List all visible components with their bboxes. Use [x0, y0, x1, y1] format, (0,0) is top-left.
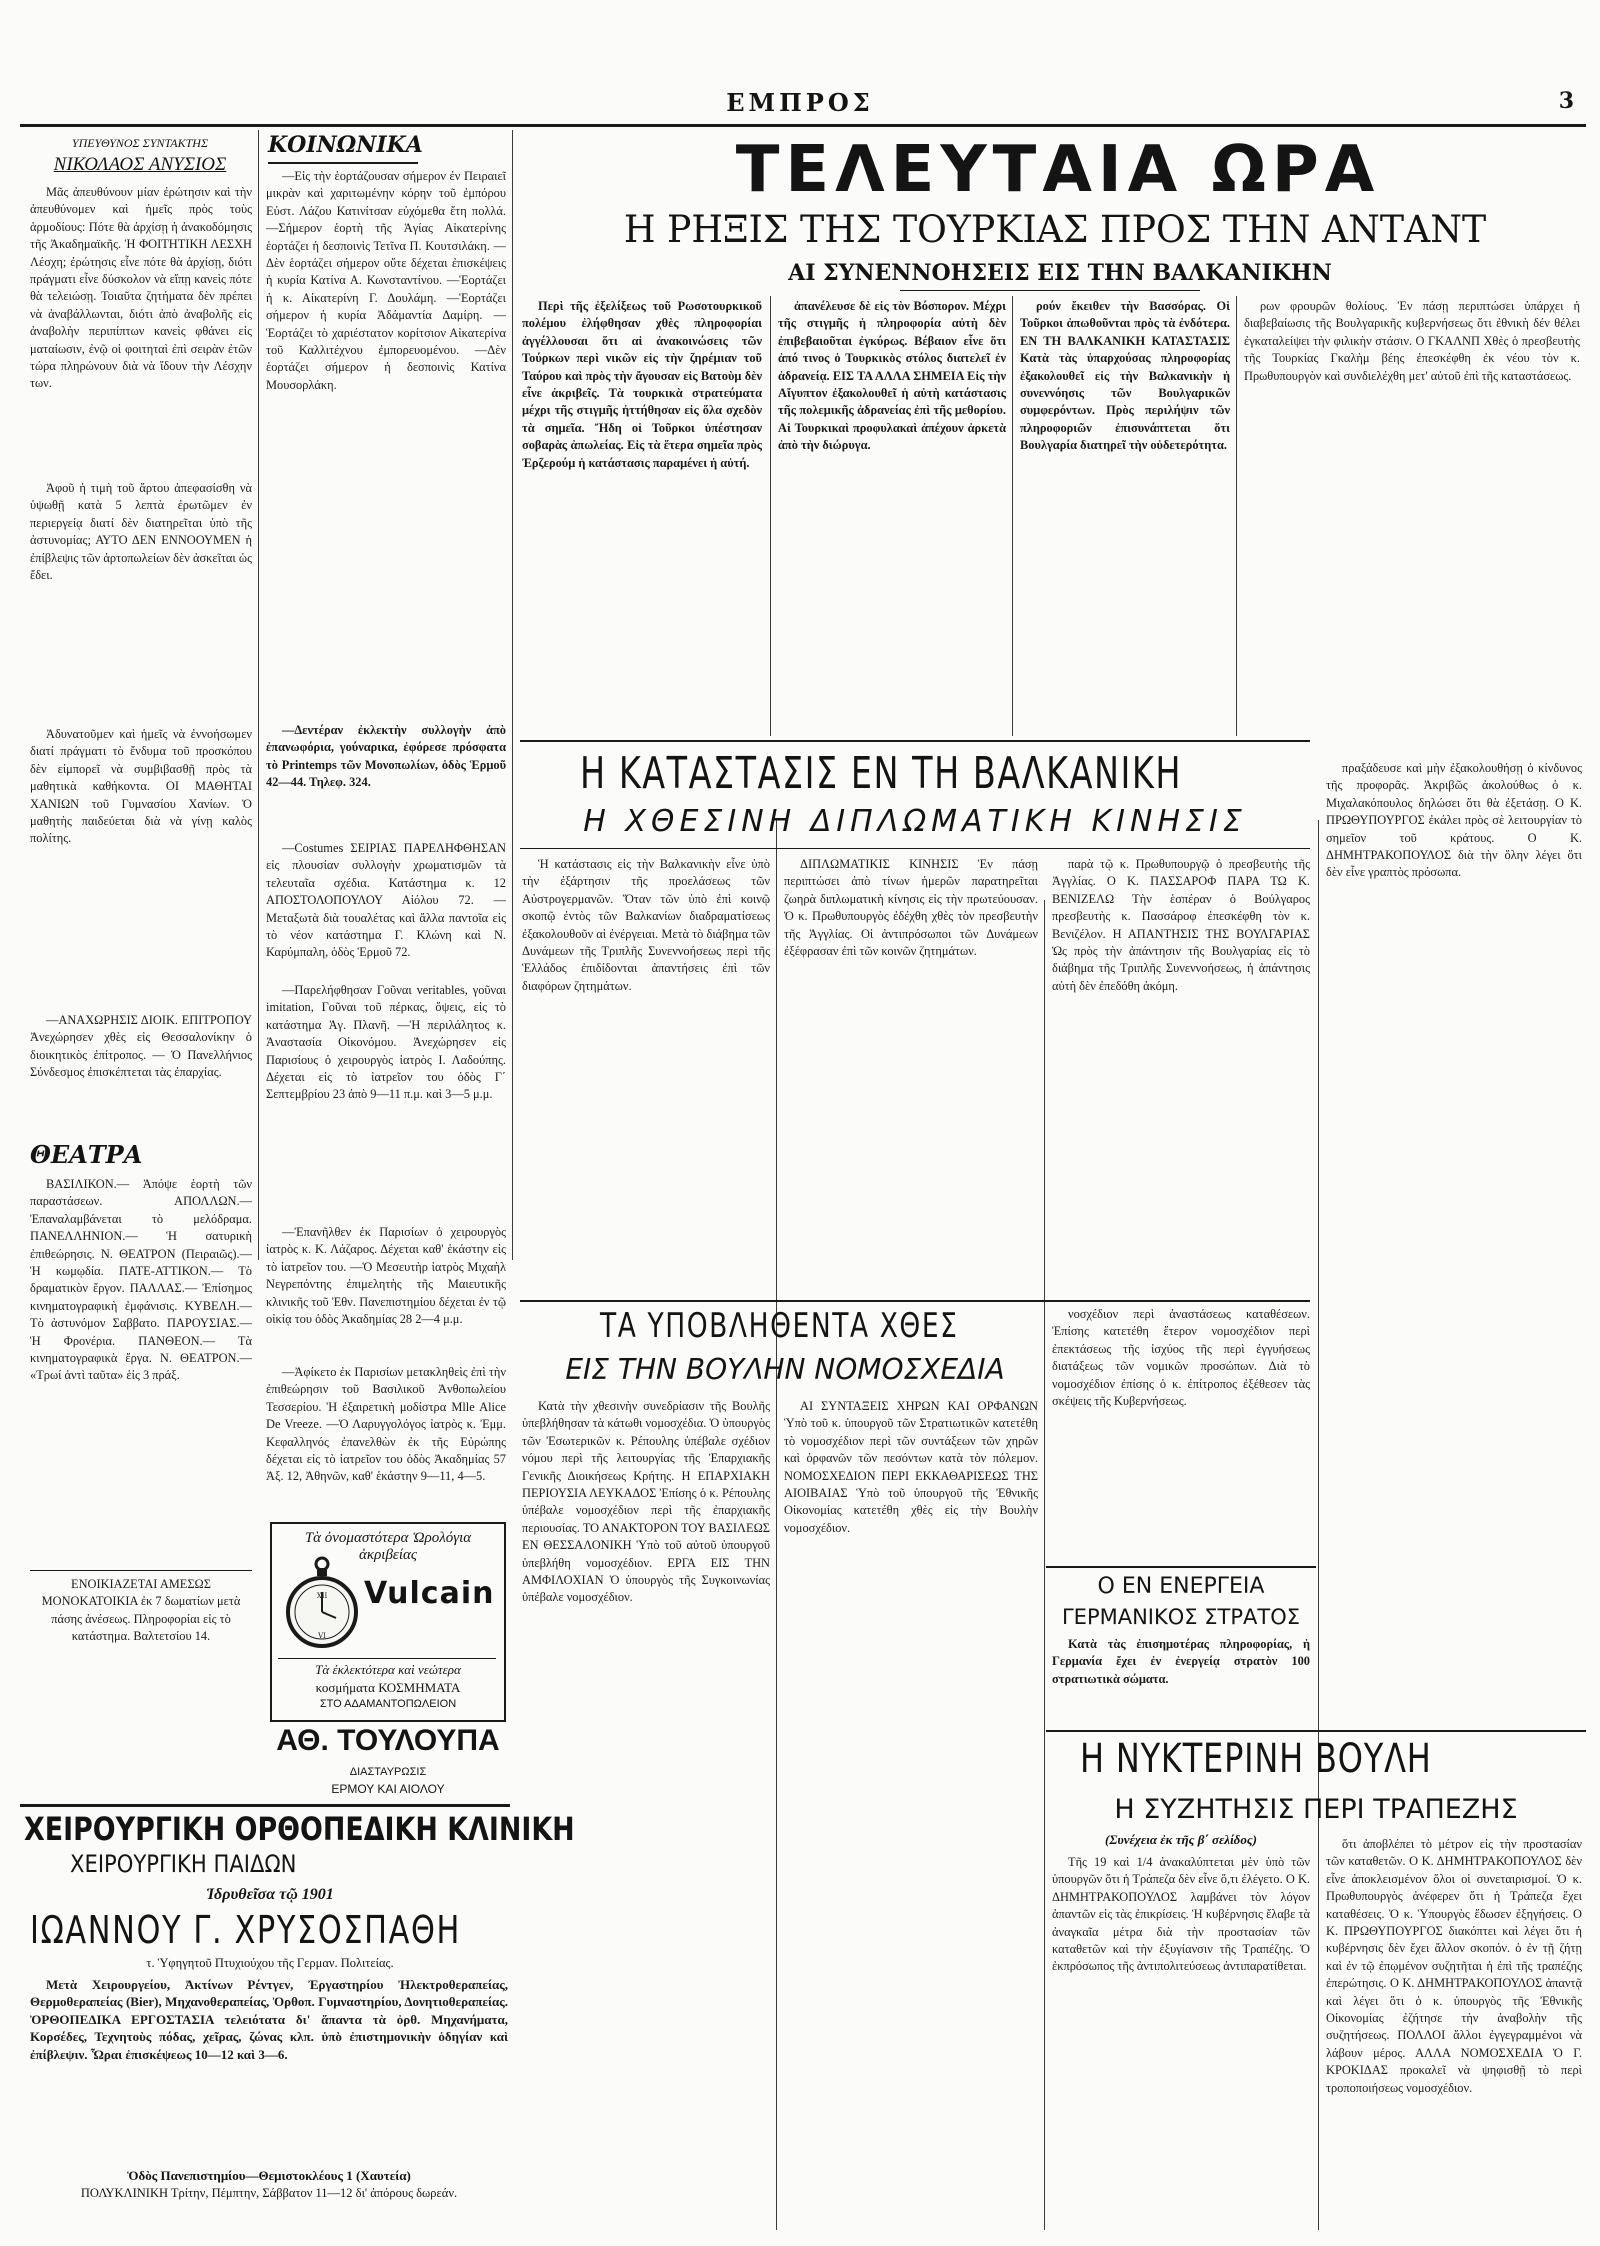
section-rule — [520, 848, 1310, 849]
page-number: 3 — [1558, 88, 1578, 114]
theatre-listings: ΒΑΣΙΛΙΚΟΝ.— Ἀπόψε ἑορτὴ τῶν παραστάσεων. ΑΠΟΛΛΩΝ.— Ἐπαναλαμβάνεται τὸ μελόδραμα. ΠΑΝΕΛΛΗΝΙΟΝ.— Ἡ σατυρικὴ ἐπιθεώρησις. Ν. ΘΕΑΤΡΟΝ (Πειραιῶς).— Ἡ κωμῳδία. ΠΑΤΕ-ΑΤΤΙΚΟΝ.— Τὸ δραματικὸν ἔργον. ΠΑΛΛΑΣ.— Ἐπίσημος κινηματογραφικὴ ἐμφάνισις. ΚΥΒΕΛΗ.— Τὸ ἀστυνόμον Σαββατο. ΠΑΡΟΥΣΙΑΣ.— Ἡ Φρονέρια. ΠΑΝΘΕΟΝ.— Τὰ κινηματογραφικὰ ἔργα. Ν. ΘΕΑΤΡΟΝ.— «Τρωί ἀντὶ ταῦτα» ἑἰς 3 πράξ. — [30, 1177, 252, 1383]
editor-name: ΝΙΚΟΛΑΟΣ ΑΝΥΣΙΟΣ — [53, 154, 227, 175]
section-rule — [1046, 1566, 1316, 1568]
german-head: Ο ΕΝ ΕΝΕΡΓΕΙΑ — [1097, 1574, 1265, 1599]
balkan-article: ΔΙΠΛΩΜΑΤΙΚΙΣ ΚΙΝΗΣΙΣ Ἐν πάσῃ περιπτώσει ἀπὸ τίνων ἡμερῶν παρατηρεῖται ζωηρὰ διπλωματικὴ κίνησις εἰς τὴν πρωτεύουσαν. Ὁ κ. Πρωθυπουργὸς ἐδέχθη χθὲς τὸν πρεσβευτὴν τῆς Ἀγγλίας. Οἱ ἀντιπρόσωποι τῶν Δυνάμεων ἐξέφρασαν ἐπὶ τῶν κοινῶν ζητημάτων. — [784, 857, 1038, 959]
main-article: ρων φρουρῶν θολίους. Ἐν πάσῃ περιπτώσει ὑπάρχει ἡ διαβεβαίωσις τῆς Βουλγαρικῆς κυβερνήσεως ὅτι ἐθνικὴ δέν θέλει ἐγκαταλείψει τὴν φιλικὴν στάσιν. Ο ΓΚΑΛΝΠ Χθὲς ὁ πρεσβευτὴς τῆς Τουρκίας Γκαλὴμ βέης ἐπεσκέφθη ἐκ νέου τὸν κ. Πρωθυπουργὸν καὶ συνδιελέχθη μετ' αὐτοῦ ἐπὶ τῆς καταστάσεως. — [1244, 299, 1580, 383]
balkan-article: πραξάδευσε καὶ μὴν ἐξακολουθήσῃ ὁ κίνδυνος τῆς προφορᾶς. Ἀκριβῶς ἀκολούθως ὁ κ. Μιχαλακόπουλος δηλώσει ὅτι θὰ ἐξετάσῃ. Ο Κ. ΠΡΩΘΥΠΟΥΡΓΟΣ ἐκάλει πρὸς σὲ λειτουργίαν τὸ σημεῖον τοῦ κράτους. Ο Κ. ΔΗΜΗΤΡΑΚΟΠΟΥΛΟΣ διὰ τὴν ὅλην λέγει ὅτι δὲν εἶνε γραπτὸς πρόσωπα. — [1326, 761, 1582, 880]
section-rule — [520, 740, 1310, 742]
clinic-services: Μετὰ Χειρουργείου, Ἀκτίνων Ρέντγεν, Ἐργαστηρίου Ἠλεκτροθεραπείας, Θερμοθεραπείας (Bier), Μηχανοθεραπείας, Ὀρθοπ. Γυμναστηρίου, Δονητιοθεραπείας. ὈΡΘΟΠΕΔΙΚΑ ΕΡΓΟΣΤΑΣΙΑ τελειότατα δι' ἅπαντα τὰ ὀρθ. Μηχανήματα, Κορσέδες, Τεχνητοὺς πόδας, χεῖρας, ζώνας κλπ. ὑπὸ ἐπιστημονικὴν ὁδηγίαν καὶ ἐπίβλεψιν. Ὧραι ἐπισκέψεως 10—12 καὶ 3—6. — [30, 1977, 508, 2062]
main-headline: Η ΡΗΞΙΣ ΤΗΣ ΤΟΥΡΚΙΑΣ ΠΡΟΣ ΤΗΝ ΑΝΤΑΝΤ — [623, 208, 1487, 251]
social-notes: —Costumes ΣΕΙΡΙΑΣ ΠΑΡΕΛΗΦΘΗΣΑΝ εἰς πλουσίαν συλλογὴν χρωματισμῶν τὰ τελευταῖα σχέδια. Κατάστημα κ. 12 ΑΠΟΣΤΟΛΟΠΟΥΛΟΥ Αἰόλου 72. —Μεταξωτὰ διὰ τουαλέτας καὶ ἄλλα παντοῖα εἰς τὸ νέον κατάστημα Γ. Κλώνη καὶ Ν. Καρύμπαλη, ὁδὸς Ἑρμοῦ 72. — [266, 841, 506, 960]
main-article: Περὶ τῆς ἐξελίξεως τοῦ Ρωσοτουρκικοῦ πολέμου ἐλήφθησαν χθὲς πληροφορίαι ἀγγέλλουσαι ὅτι αἱ ἀνακοινώσεις τῶν Τούρκων περὶ νικῶν εἰς τὴν ζηρέμιαν τοῦ Ταύρου καὶ πρὸς τὴν ἄγουσαν εἰς Βατοὺμ δὲν εἶνε ἀκριβεῖς. Τὰ τουρκικὰ στρατεύματα μέχρι τῆς στιγμῆς ἠττήθησαν εἰς ὅλα σχεδὸν τὰ σημεῖα. Ἤδη οἱ Τοῦρκοι ὑπέστησαν σοβαρὰς ἀπωλείας. Εἰς τὰ ἕτερα σημεῖα πρὸς Ἐρζερούμ ἡ κατάστασις παραμένει ἡ αὐτή. — [522, 299, 762, 470]
vulcain-ad — [270, 1522, 506, 1722]
social-notes: —Εἰς τὴν ἑορτάζουσαν σήμερον ἐν Πειραιεῖ μικρὰν καὶ χαριτωμένην κόρην τοῦ ἐμπόρου Εὐστ. Λάζου Κατινίτσαν εὐχόμεθα ἔτη πολλά. —Σήμερον ἑορτὴ τῆς Ἁγίας Αἰκατερίνης ἑορτάζει ἡ δεσποινὶς Τετῖνα Π. Κουτσιλάκη. —Δὲν ἑορτάζει σήμερον οὔτε δέχεται ἐπισκέψεις ἡ κυρία Κατίνα Α. Κωνσταντίνου. —Ἑορτάζει ἡ κ. Αἰκατερίνη Γ. Δουλάμη. —Ἑορτάζει σήμερον ἡ κυρία Ἀδάμαντία Δαμίρη. —Ἑορτάζει τὸ χαριέστατον κορίτσιον Αἰκατερίνα τοῦ Καλλιτέχνου ἐμπορευομένου. —Δὲν ἑορτάζει σήμερον ἡ δεσποινὶς Κατίνα Μουσορλάκη. — [266, 169, 506, 392]
vulcain-text: Τὰ ἐκλεκτότερα καὶ νεώτερα — [315, 1662, 461, 1677]
masthead-rule — [20, 124, 1586, 127]
clinic-hours: ΠΟΛΥΚΛΙΝΙΚΗ Τρίτην, Πέμπτην, Σάββατον 11—12 δι' ἀπόρους δωρεάν. — [80, 2186, 458, 2200]
column-article: Ἀδυνατοῦμεν καὶ ἡμεῖς νὰ ἐννοήσωμεν διατί πράγματι τὸ ἔνδυμα τοῦ προσκόπου δὲν εἰμπορεῖ νὰ συμβιβασθῇ πρὸς τὰ μαθητικὰ καθήκοντα. ΟΙ ΜΑΘΗΤΑΙ ΧΑΝΙΩΝ τοῦ Γυμνασίου Χανίων. Ὁ μαθητὴς παιδεύεται διὰ νὰ γίνῃ καλὸς πολίτης. — [30, 727, 252, 846]
column-divider — [258, 130, 259, 1260]
night-article: Τῆς 19 καὶ 1/4 ἀνακαλύπτεται μὲν ὑπὸ τῶν ὑπουργῶν ὅτι ἡ Τράπεζα δὲν εἶνε ὅ,τι ἐλέγετο. Ο Κ. ΔΗΜΗΤΡΑΚΟΠΟΥΛΟΣ λαμβάνει τὸν λόγον ἀπαντῶν εἰς τὰς ἐπικρίσεις. Ἡ κυβέρνησις ἔλαβε τὰ ἀναγκαῖα μέτρα διὰ τὴν προστασίαν τῶν καταθετῶν καὶ τὴν ἐξυγίανσιν τῆς Τραπέζης. Ὁ ἐκπρόσωπος τῆς ἀντιπολιτεύσεως ἀντιπαρατίθεται. — [1052, 1855, 1310, 1974]
social-notes: —Δεντέραν ἐκλεκτὴν συλλογὴν ἀπὸ ἐπανωφόρια, γούναρικα, ἐφόρεσε πρόσφατα τὸ Printemps τῶν Μονοπωλίων, ὁδὸς Ἑρμοῦ 42—44. Τηλεφ. 324. — [266, 723, 506, 790]
svg-text:XII: XII — [316, 1592, 328, 1600]
section-rule — [30, 1570, 252, 1571]
vulcain-text: ΣΤΟ ΑΔΑΜΑΝΤΟΠΩΛΕΙΟΝ — [319, 1698, 457, 1710]
theatre-heading: ΘΕΑΤΡΑ — [30, 1140, 143, 1169]
column-divider — [512, 130, 513, 1260]
section-rule — [900, 290, 1200, 291]
svg-text:VI: VI — [318, 1632, 326, 1640]
ad-rule — [20, 1804, 510, 1807]
balkan-banner: Η ΚΑΤΑΣΤΑΣΙΣ ΕΝ ΤΗ ΒΑΛΚΑΝΙΚΗ — [580, 748, 1183, 799]
night-article: ὅτι ἀποβλέπει τὸ μέτρον εἰς τὴν προστασίαν τῶν καταθετῶν. Ο Κ. ΔΗΜΗΤΡΑΚΟΠΟΥΛΟΣ δὲν εἶνε ἀποκλεισμένον ὅλοι οἱ συνεταιρισμοί. Ὁ κ. Πρωθυπουργὸς ἀνέφερεν ὅτι ἡ Τράπεζα ἔχει καταθέσεις. Ὁ κ. Ὑπουργὸς ἔδωσεν ἐξηγήσεις. Ο Κ. ΠΡΩΘΥΠΟΥΡΓΟΣ διακόπτει καὶ λέγει ὅτι ἡ κυβέρνησις δὲν ἔχει ἄλλον σκοπόν. ὁ ἐν τῇ ζήτῃ καὶ ἐν τῷ ἐπῳμένον συζητῆται ἡ ἐπὶ τῆς τραπέζης ἐπερώτησις. Ο Κ. ΔΗΜΗΤΡΑΚΟΠΟΥΛΟΣ ἀπαντᾷ καὶ λέγει ὅτι ὁ κ. ὑπουργὸς τῆς Ἐθνικῆς Οἰκονομίας ἐζήτησε τὴν ἀναβολὴν τῆς συζητήσεως. ΠΟΛΛΟΙ ἄλλοι ἐγγεγραμμένοι νὰ λάβουν μέρος. ΑΛΛΑ ΝΟΜΟΣΧΕΔΙΑ Ὁ Γ. ΚΡΟΚΙΔΑΣ προκαλεῖ νὰ ψηφισθῇ τὸ περὶ τροποποιήσεως νομοσχέδιον. — [1326, 1837, 1582, 2095]
ad-rule — [278, 1658, 496, 1659]
clinic-founded: Ἱδρυθεῖσα τῷ 1901 — [206, 1886, 334, 1903]
clinic-credentials: τ. Ὑφηγητοῦ Πτυχιούχου τῆς Γερμαν. Πολιτείας. — [146, 1956, 394, 1970]
column-article: —ΑΝΑΧΩΡΗΣΙΣ ΔΙΟΙΚ. ΕΠΙΤΡΟΠΟΥ Ἀνεχώρησεν χθὲς εἰς Θεσσαλονίκην ὁ διοικητικὸς ἐπίτροπος. — Ὁ Πανελλήνιος Σύνδεσμος ἐπισκέπτεται τὰς ἐπαρχίας. — [30, 1013, 252, 1080]
column-divider — [1012, 296, 1013, 736]
clinic-title: ΧΕΙΡΟΥΡΓΙΚΗ ΟΡΘΟΠΕΔΙΚΗ ΚΛΙΝΙΚΗ — [24, 1810, 575, 1848]
column-divider — [1318, 820, 1319, 2230]
balkan-headline: Η ΧΘΕΣΙΝΗ ΔΙΠΛΩΜΑΤΙΚΗ ΚΙΝΗΣΙΣ — [583, 804, 1247, 839]
column-article: Ἀφοῦ ἡ τιμὴ τοῦ ἄρτου ἀπεφασίσθη νὰ ὑψωθῇ κατὰ 5 λεπτὰ ἐρωτῶμεν ἐν περιεργείᾳ διατί δὲν διατηρεῖται ὑπὸ τῆς ἀστυνομίας; ΑΥΤΟ ΔΕΝ ΕΝΝΟΟΥΜΕΝ ἡ ἐπίβλεψις τῶν ἀρτοπωλείων δὲν ἀσκεῖται ὡς ἔδει. — [30, 481, 252, 583]
bills-banner: ΤΑ ΥΠΟΒΛΗΘΕΝΤΑ ΧΘΕΣ — [600, 1306, 959, 1346]
bills-article: Κατὰ τὴν χθεσινὴν συνεδρίασιν τῆς Βουλῆς ὑπεβλήθησαν τὰ κάτωθι νομοσχέδια. Ὁ ὑπουργὸς τῶν Ἐσωτερικῶν κ. Ρέπουλης ὑπέβαλε σχέδιον νόμου περὶ τῆς λειτουργίας τῆς Ἐπαρχιακῆς Γενικῆς Διοικήσεως Κρήτης. Η ΕΠΑΡΧΙΑΚΗ ΠΕΡΙΟΥΣΙΑ ΛΕΥΚΑΔΟΣ Ἐπίσης ὁ κ. Ρέπουλης ὑπέβαλε νομοσχέδιον περὶ τῆς ἐπαρχιακῆς περιουσίας. ΤΟ ΑΝΑΚΤΟΡΟΝ ΤΟΥ ΒΑΣΙΛΕΩΣ ΕΝ ΘΕΣΣΑΛΟΝΙΚΗ Ὑπὸ τοῦ αὐτοῦ ὑπουργοῦ ὑπεβλήθη νομοσχέδιον. ΕΡΓΑ ΕΙΣ ΤΗΝ ΑΜΦΙΛΟΧΙΑΝ Ὁ ὑπουργὸς τῆς Συγκοινωνίας ὑπέβαλε νομοσχέδιον. — [522, 1399, 770, 1605]
vulcain-brand: Vulcain — [364, 1576, 495, 1611]
german-head: ΓΕΡΜΑΝΙΚΟΣ ΣΤΡΑΤΟΣ — [1061, 1605, 1300, 1629]
clinic-address: Ὁδὸς Πανεπιστημίου—Θεμιστοκλέους 1 (Χαυτεία) — [127, 2168, 411, 2183]
pocket-watch-icon — [282, 1554, 362, 1654]
jeweller-name: ΑΘ. ΤΟΥΛΟΥΠΑ — [276, 1724, 500, 1757]
night-headline: Η ΣΥΖΗΤΗΣΙΣ ΠΕΡΙ ΤΡΑΠΕΖΗΣ — [1114, 1794, 1518, 1825]
bills-article: ΑΙ ΣΥΝΤΑΞΕΙΣ ΧΗΡΩΝ ΚΑΙ ΟΡΦΑΝΩΝ Ὑπὸ τοῦ κ. ὑπουργοῦ τῶν Στρατιωτικῶν κατετέθη τὸ νομοσχέδιον περὶ τῶν συντάξεων τῶν χηρῶν καὶ ὀρφανῶν τῶν πεσόντων κατὰ τὸν πόλεμον. ΝΟΜΟΣΧΕΔΙΟΝ ΠΕΡΙ ΕΚΚΑΘΑΡΙΣΕΩΣ ΤΗΣ ΑΙΟΙΒΑΙΑΣ Ὑπὸ τοῦ ὑπουργοῦ τῆς Ἐθνικῆς Οἰκονομίας κατετέθη χθὲς εἰς τὴν Βουλὴν νομοσχέδιον. — [784, 1399, 1038, 1535]
classified-ad: ΕΝΟΙΚΙΑΖΕΤΑΙ ΑΜΕΣΩΣ ΜΟΝΟΚΑΤΟΙΚΙΑ ἐκ 7 δωματίων μετὰ πάσης ἀνέσεως. Πληροφορίαι εἰς τὸ κατάστημα. Βαλτετσίου 14. — [41, 1577, 241, 1644]
german-article: Κατὰ τὰς ἐπισημοτέρας πληροφορίας, ἡ Γερμανία ἔχει ἐν ἐνεργείᾳ στρατὸν 100 στρατιωτικὰ σώματα. — [1052, 1637, 1310, 1686]
jeweller-address: ΔΙΑΣΤΑΥΡΩΣΙΣ — [349, 1766, 427, 1778]
column-divider — [776, 820, 777, 2230]
night-banner: Η ΝΥΚΤΕΡΙΝΗ ΒΟΥΛΗ — [1080, 1736, 1432, 1782]
bills-headline: ΕΙΣ ΤΗΝ ΒΟΥΛΗΝ ΝΟΜΟΣΧΕΔΙΑ — [565, 1353, 1005, 1386]
vulcain-slogan: Τὰ ὀνομαστότερα Ὡρολόγια ἀκριβείας — [304, 1530, 472, 1563]
night-kicker: (Συνέχεια ἐκ τῆς β΄ σελίδος) — [1105, 1832, 1257, 1847]
column-divider — [1044, 900, 1045, 2230]
balkan-article: Ἡ κατάστασις εἰς τὴν Βαλκανικὴν εἶνε ὑπὸ τὴν ἐξάρτησιν τῆς προελάσεως τῶν Αὐστρογερμανῶν. Ὅταν τῶν ὑπὸ ἐπὶ κοινῷ σκοπῷ ἐντὸς τῶν Βαλκανίων διαδραματίσεως ἐξακολουθοῦν αἱ ἐνέργειαι. Μετὰ τὸ διάβημα τῶν Δυνάμεων τῆς Τριπλῆς Συνεννοήσεως περὶ τῆς Ἑλλάδος ἐπιδίδονται ἀπαντήσεις ἐπὶ τῶν διαφόρων ζητημάτων. — [522, 857, 770, 993]
main-subhead: ΑΙ ΣΥΝΕΝΝΟΗΣΕΙΣ ΕΙΣ ΤΗΝ ΒΑΛΚΑΝΙΚΗΝ — [788, 260, 1332, 286]
editor-kicker: ΥΠΕΥΘΥΝΟΣ ΣΥΝΤΑΚΤΗΣ — [71, 136, 209, 150]
clinic-doctor: ΙΩΑΝΝΟΥ Γ. ΧΡΥΣΟΣΠΑΘΗ — [30, 1908, 462, 1952]
social-heading: ΚΟΙΝΩΝΙΚΑ — [268, 132, 418, 164]
column-article: Μᾶς ἀπευθύνουν μίαν ἐρώτησιν καὶ τὴν ἀπευθύνομεν καὶ ἡμεῖς πρὸς τοὺς ἁρμοδίους: Πότε θὰ ἀρχίσῃ ἡ ἀνακοδόμησις τῆς Ἀκαδημαϊκῆς. Ἡ ΦΟΙΤΗΤΙΚΗ ΛΕΣΧΗ Λέσχη; ἐρώτησις εἶνε πότε θὰ ἀρχίσῃ, διότι πράγματι εἶνε δύσκολον νὰ εἴπῃ κανεὶς πότε θὰ τελειώσῃ. Τοιαῦτα ζητήματα δὲν πρέπει νὰ ἀναβάλλωνται, διότι ἀπὸ ἀναβολῆς εἰς ἀναβολὴν περιπίπτων κανεὶς φθάνει εἰς ματαίωσιν, ἐνῷ οἱ φοιτηταὶ ἐπὶ σειρὰν ἐτῶν τώρα πληρώνουν διὰ νὰ ἴδουν τὴν Λέσχην των. — [30, 185, 252, 391]
column-divider — [770, 296, 771, 736]
main-article: ἀπανέλευσε δὲ εἰς τὸν Βόσπορον. Μέχρι τῆς στιγμῆς ἡ πληροφορία αὐτὴ δὲν ἐπιβεβαιοῦται ἐγκύρως. Βέβαιον εἶνε ὅτι ἀπό τινος ὁ Τουρκικὸς στόλος διατελεῖ ἐν ἀδρανείᾳ. ΕΙΣ ΤΑ ΑΛΛΑ ΣΗΜΕΙΑ Εἰς τὴν Αἴγυπτον ἐξακολουθεῖ ἡ αὐτὴ κατάστασις τῆς πολεμικῆς ἀδρανείας ἐπὶ τῆς μεθορίου. Αἱ Τουρκικαὶ προφυλακαὶ ἀπέχουν ἀρκετὰ ἀπὸ τὴν διώρυγα. — [778, 299, 1006, 453]
bills-article: νοσχέδιον περὶ ἀναστάσεως καταθέσεων. Ἐπίσης κατετέθη ἕτερον νομοσχέδιον περὶ ἐπεκτάσεως τῆς ἰσχύος τῆς περὶ ἐγγυήσεως διατάξεως τῶν νομικῶν προσώπων. Διὰ τὸ νομοσχέδιον ἐπίσης ὁ κ. ἐπίτροπος ἐξέθεσεν τὰς σκέψεις τῆς Κυβερνήσεως. — [1052, 1307, 1310, 1409]
jeweller-address: ΕΡΜΟΥ ΚΑΙ ΑΙΟΛΟΥ — [331, 1782, 445, 1796]
masthead-title: ΕΜΠΡΟΣ — [726, 88, 874, 117]
social-notes: —Παρελήφθησαν Γοῦναι veritables, γοῦναι imitation, Γοῦναι τοῦ πέρκας, ὅψεις, εἰς τὸ κατάστημα Ἀγ. Πλανῆ. —Ἡ περιλάλητος κ. Ἀναστασία Οἰκονόμου. Ἀνεχώρησεν εἰς Παρισίους ὁ χειρουργὸς ἰατρὸς Ι. Λαδούπης. Δέχεται εἰς τὸ ἰατρεῖον του ὁδὸς Γ΄ Σεπτεμβρίου 23 ἀπὸ 9—11 π.μ. καὶ 3—5 μ.μ. — [266, 983, 506, 1102]
banner-headline: ΤΕΛΕΥΤΑΙΑ ΩΡΑ — [735, 133, 1381, 207]
vulcain-text: κοσμήματα ΚΟΣΜΗΜΑΤΑ — [315, 1680, 461, 1695]
social-notes: —Ἀφίκετο ἐκ Παρισίων μετακληθεὶς ἐπὶ τὴν ἐπιθεώρησιν τοῦ Βασιλικοῦ Ἀνθοπωλείου Τεσσερίου. Ἡ ἐξαιρετικὴ μοδίστρα Mlle Alice De Vreeze. —Ὁ Λαρυγγολόγος ἰατρὸς κ. Ἐμμ. Κεφαλληνός ἐπανελθὼν ἐκ τῆς Εὐρώπης δέχεται εἰς τὸ ἰατρεῖον του ὁδὸς Ἀκαδημίας 57 Ἀξ. 12, Ἀθηνῶν, καθ' ἑκάστην 9—11, 4—5. — [266, 1365, 506, 1484]
column-divider — [1236, 296, 1237, 736]
section-rule — [520, 1300, 1310, 1302]
section-rule — [1046, 1730, 1586, 1732]
clinic-subtitle: ΧΕΙΡΟΥΡΓΙΚΗ ΠΑΙΔΩΝ — [70, 1850, 297, 1878]
social-notes: —Ἐπανῆλθεν ἐκ Παρισίων ὁ χειρουργὸς ἰατρὸς κ. Κ. Λάζαρος. Δέχεται καθ' ἑκάστην εἰς τὸ ἰατρεῖον του. —Ὁ Μεσευτὴρ ἰατρὸς Μιχαὴλ Νεγρεπόντης ἐπιμελητὴς τῆς Μαιευτικῆς κλινικῆς τοῦ Ἐθν. Πανεπιστημίου δέχεται ἐν τῷ οἰκίᾳ του ὁδὸς Ἀκαδημίας 28 2—4 μ.μ. — [266, 1225, 506, 1327]
main-article: ρούν ἔκειθεν τὴν Βασσόρας. Οἱ Τοῦρκοι ἀπωθοῦνται πρὸς τὰ ἐνδότερα. ΕΝ ΤΗ ΒΑΛΚΑΝΙΚΗ ΚΑΤΑΣΤΑΣΙΣ Κατὰ τὰς ὑπαρχούσας πληροφορίας ἐξακολουθεῖ εἰς τὴν Βαλκανικὴν ἡ συνεννόησις τῶν Βουλγαρικῶν συμφερόντων. Πρὸς περιλήψιν τῶν πληροφοριῶν ἐπισυνάπτεται ὅτι Βουλγαρία διατηρεῖ τὴν οὐδετερότητα. — [1020, 299, 1230, 453]
balkan-article: παρὰ τῷ κ. Πρωθυπουργῷ ὁ πρεσβευτὴς τῆς Ἀγγλίας. Ο Κ. ΠΑΣΣΑΡΟΦ ΠΑΡΑ ΤΩ Κ. ΒΕΝΙΖΕΛΩ Τὴν ἑσπέραν ὁ Βούλγαρος πρεσβευτὴς κ. Πασσάροφ ἐπεσκέφθη τὸν κ. Βενιζέλον. Η ΑΠΑΝΤΗΣΙΣ ΤΗΣ ΒΟΥΛΓΑΡΙΑΣ Ὡς πρὸς τὴν ἀπάντησιν τῆς Βουλγαρίας εἰς τὸ διάβημα τῆς Τριπλῆς Συνεννοήσεως, ἡ ἀπάντησις αὐτὴ δὲν ἐπεδόθη ἀκόμη. — [1052, 857, 1310, 993]
